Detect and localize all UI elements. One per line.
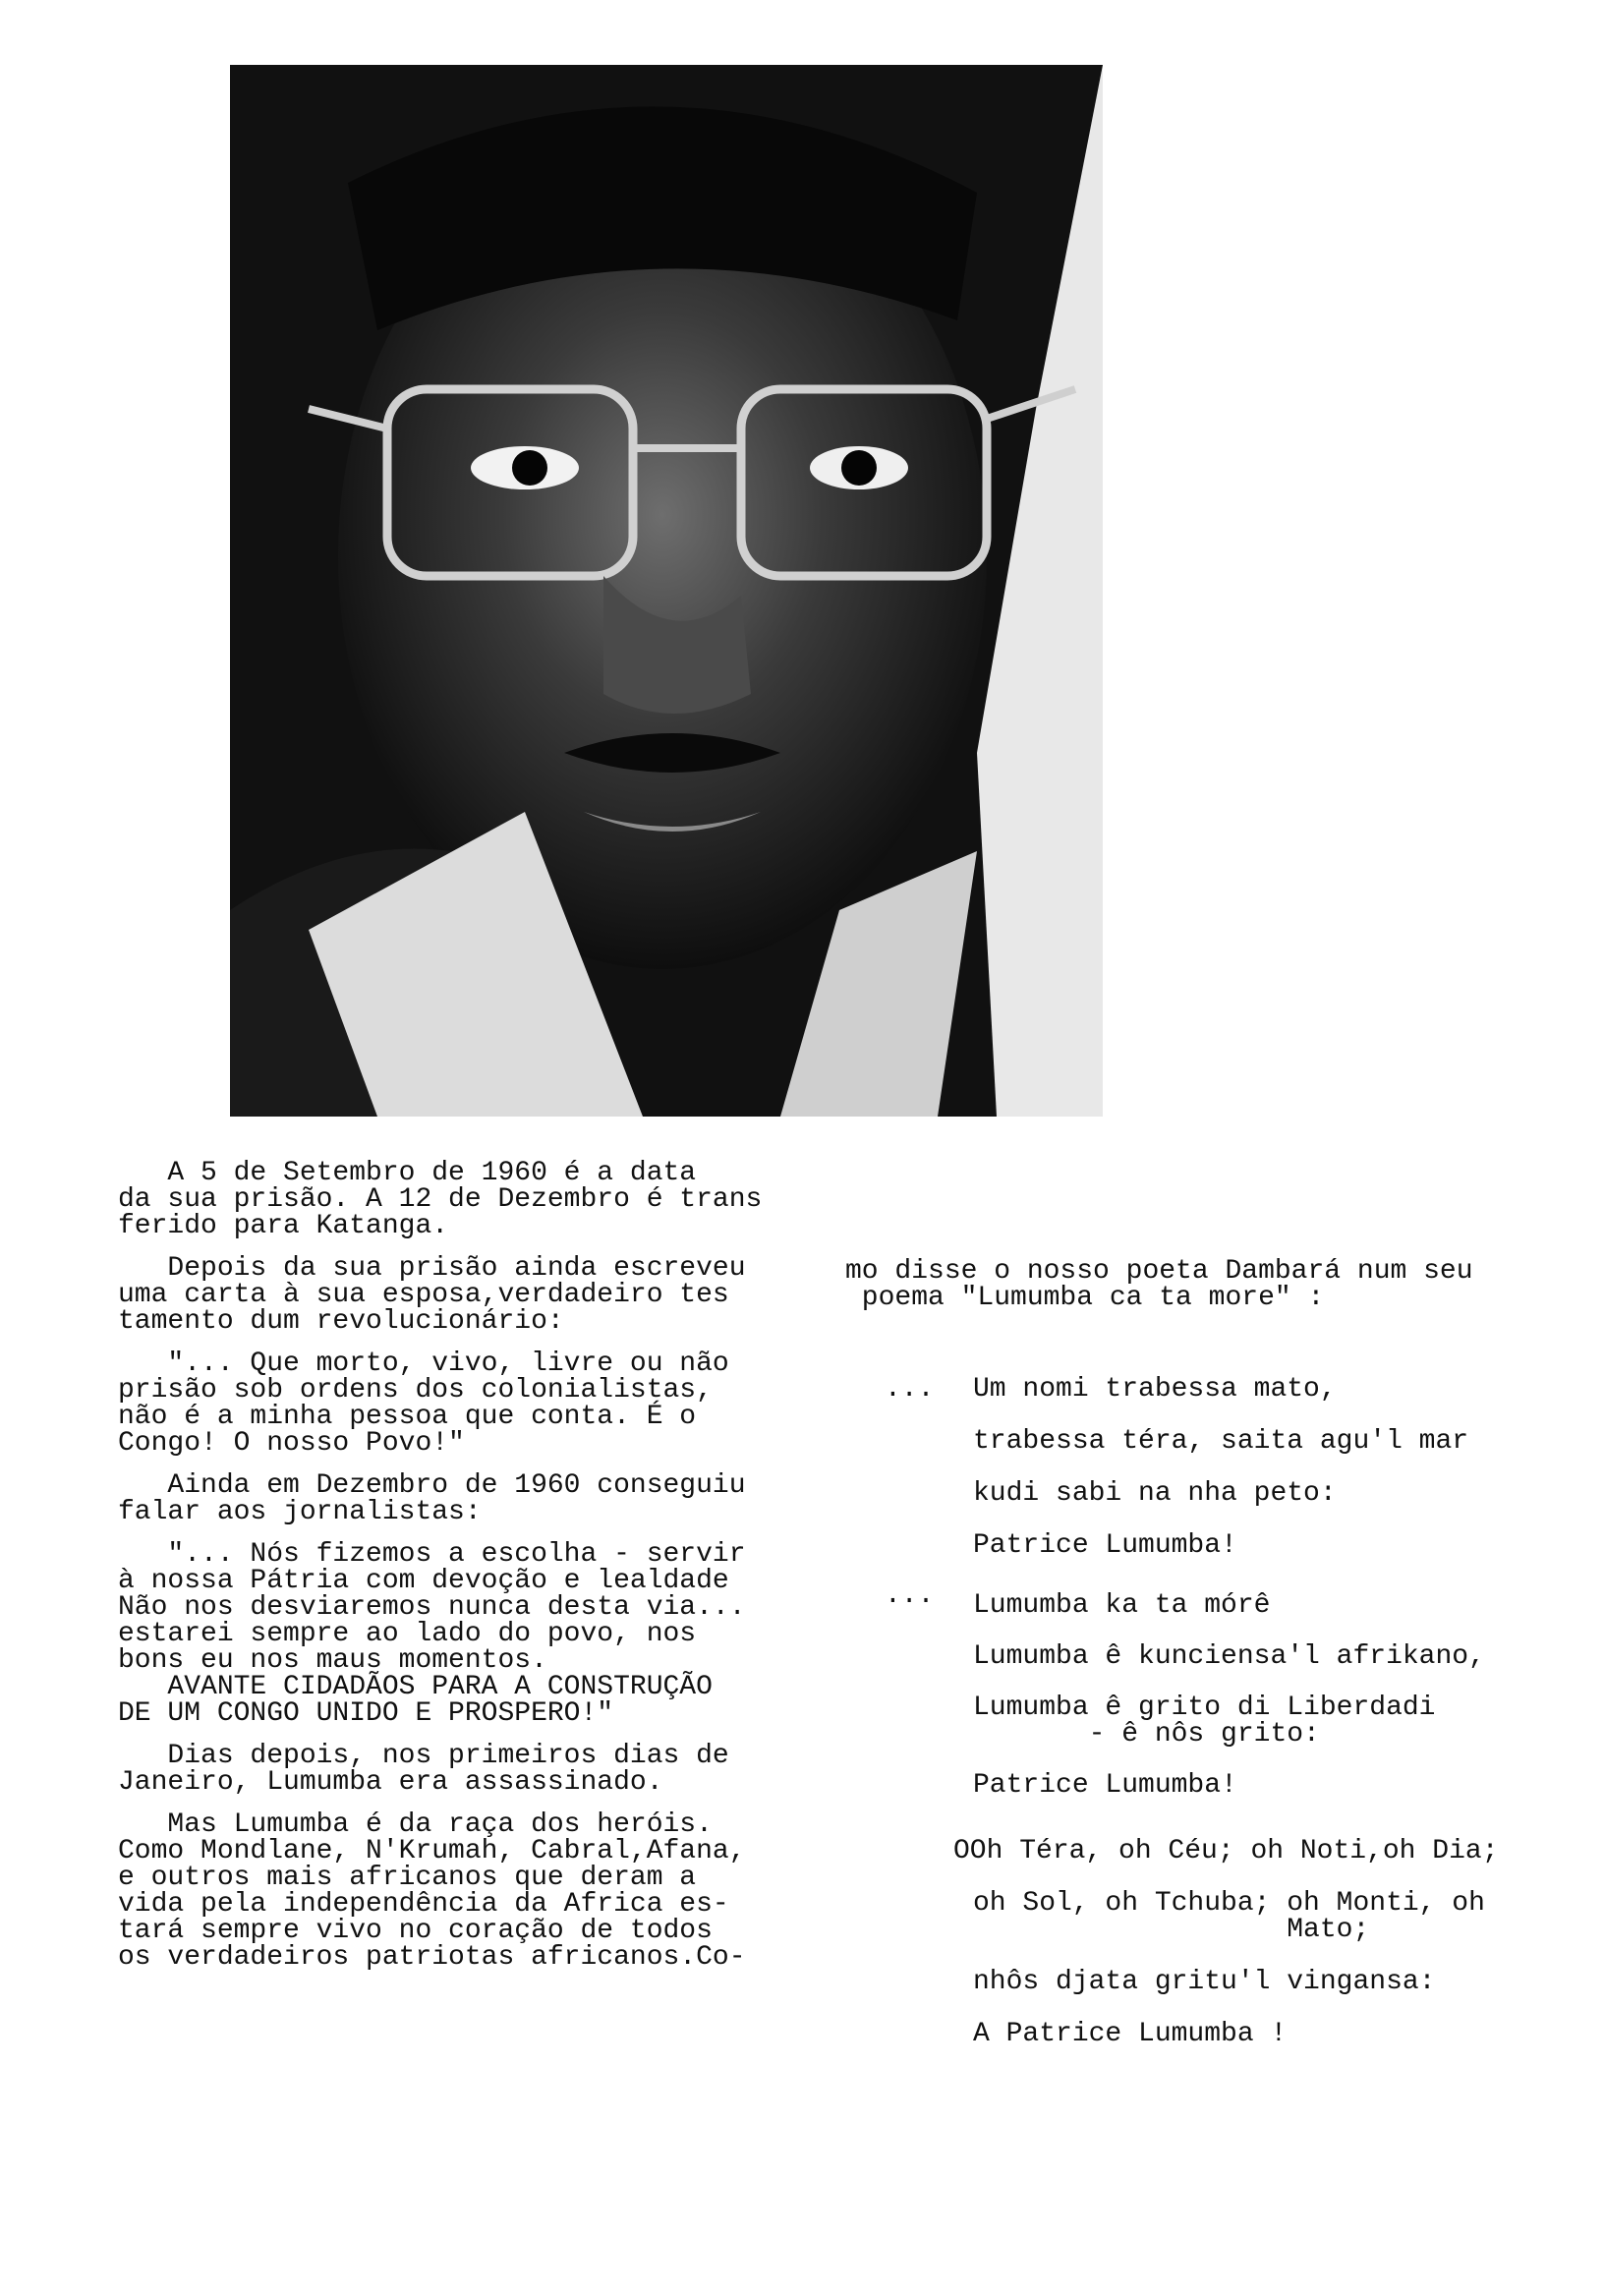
poem-line-14: A Patrice Lumumba ! (973, 2019, 1288, 2049)
text-line: Mas Lumumba é da raça dos heróis. (118, 1809, 713, 1840)
paragraph (118, 1811, 826, 1971)
poem-line-5: Lumumba ka ta mórê (973, 1590, 1271, 1621)
text-line: prisão sob ordens dos colonialistas, (118, 1375, 713, 1406)
text-line: Depois da sua prisão ainda escreveu (118, 1253, 746, 1284)
text-line: Congo! O nosso Povo!" (118, 1428, 465, 1459)
poem-line-7: Lumumba ê grito di Liberdadi (973, 1693, 1436, 1723)
text-line: da sua prisão. A 12 de Dezembro é trans (118, 1184, 763, 1215)
text-line: "... Que morto, vivo, livre ou não (118, 1349, 729, 1379)
text-line: tará sempre vivo no coração de todos (118, 1916, 713, 1946)
text-line: AVANTE CIDADÃOS PARA A CONSTRUÇÃO (118, 1672, 713, 1702)
poem-line-10: OOh Téra, oh Céu; oh Noti,oh Dia; (953, 1836, 1499, 1866)
poem-line-4: Patrice Lumumba! (973, 1530, 1237, 1561)
text-line: Dias depois, nos primeiros dias de (118, 1741, 729, 1771)
paragraph (118, 1743, 826, 1796)
text-line: e outros mais africanos que deram a (118, 1863, 697, 1893)
poem-line-8: - ê nôs grito: (973, 1719, 1320, 1750)
text-line: A 5 de Setembro de 1960 é a data (118, 1158, 697, 1188)
text-line: Como Mondlane, N'Krumah, Cabral,Afana, (118, 1836, 746, 1866)
text-line: bons eu nos maus momentos. (118, 1645, 547, 1676)
text-line: não é a minha pessoa que conta. É o (118, 1402, 697, 1432)
text-line: DE UM CONGO UNIDO E PROSPERO!" (118, 1698, 614, 1729)
left-column (118, 1160, 826, 1986)
text-line: os verdadeiros patriotas africanos.Co- (118, 1942, 746, 1973)
poem-line-12: Mato; (973, 1915, 1370, 1945)
text-line: falar aos jornalistas: (118, 1497, 482, 1527)
text-line: à nossa Pátria com devoção e lealdade (118, 1566, 729, 1596)
poem-ellipsis-2: ... (885, 1580, 935, 1611)
text-line: vida pela independência da Africa es- (118, 1889, 729, 1920)
poem-line-9: Patrice Lumumba! (973, 1770, 1237, 1801)
portrait-photo (230, 65, 1103, 1117)
poem-line-2: trabessa téra, saita agu'l mar (973, 1426, 1469, 1457)
poem-line-13: nhôs djata gritu'l vingansa: (973, 1967, 1436, 1997)
text-line: mo disse o nosso poeta Dambará num seu (845, 1256, 1473, 1287)
paragraph (118, 1472, 826, 1525)
text-line: "... Nós fizemos a escolha - servir (118, 1539, 746, 1570)
poem-line-1: Um nomi trabessa mato, (973, 1374, 1337, 1405)
text-line: Não nos desviaremos nunca desta via... (118, 1592, 746, 1623)
paragraph (118, 1255, 826, 1335)
text-line: uma carta à sua esposa,verdadeiro tes (118, 1280, 729, 1310)
text-line: estarei sempre ao lado do povo, nos (118, 1619, 697, 1649)
text-line: ferido para Katanga. (118, 1211, 449, 1241)
paragraph (118, 1541, 826, 1727)
text-line: tamento dum revolucionário: (118, 1306, 564, 1337)
poem-ellipsis-1: ... (885, 1374, 935, 1405)
paragraph (118, 1350, 826, 1457)
poem-line-3: kudi sabi na nha peto: (973, 1478, 1337, 1509)
poem-line-6: Lumumba ê kunciensa'l afrikano, (973, 1641, 1485, 1672)
poem-line-11: oh Sol, oh Tchuba; oh Monti, oh (973, 1888, 1485, 1919)
right-column-intro (845, 1258, 1533, 1311)
text-line: poema "Lumumba ca ta more" : (845, 1283, 1325, 1313)
portrait-illustration (230, 65, 1103, 1117)
text-line: Ainda em Dezembro de 1960 conseguiu (118, 1470, 746, 1501)
paragraph (118, 1160, 826, 1239)
text-line: Janeiro, Lumumba era assassinado. (118, 1767, 663, 1798)
